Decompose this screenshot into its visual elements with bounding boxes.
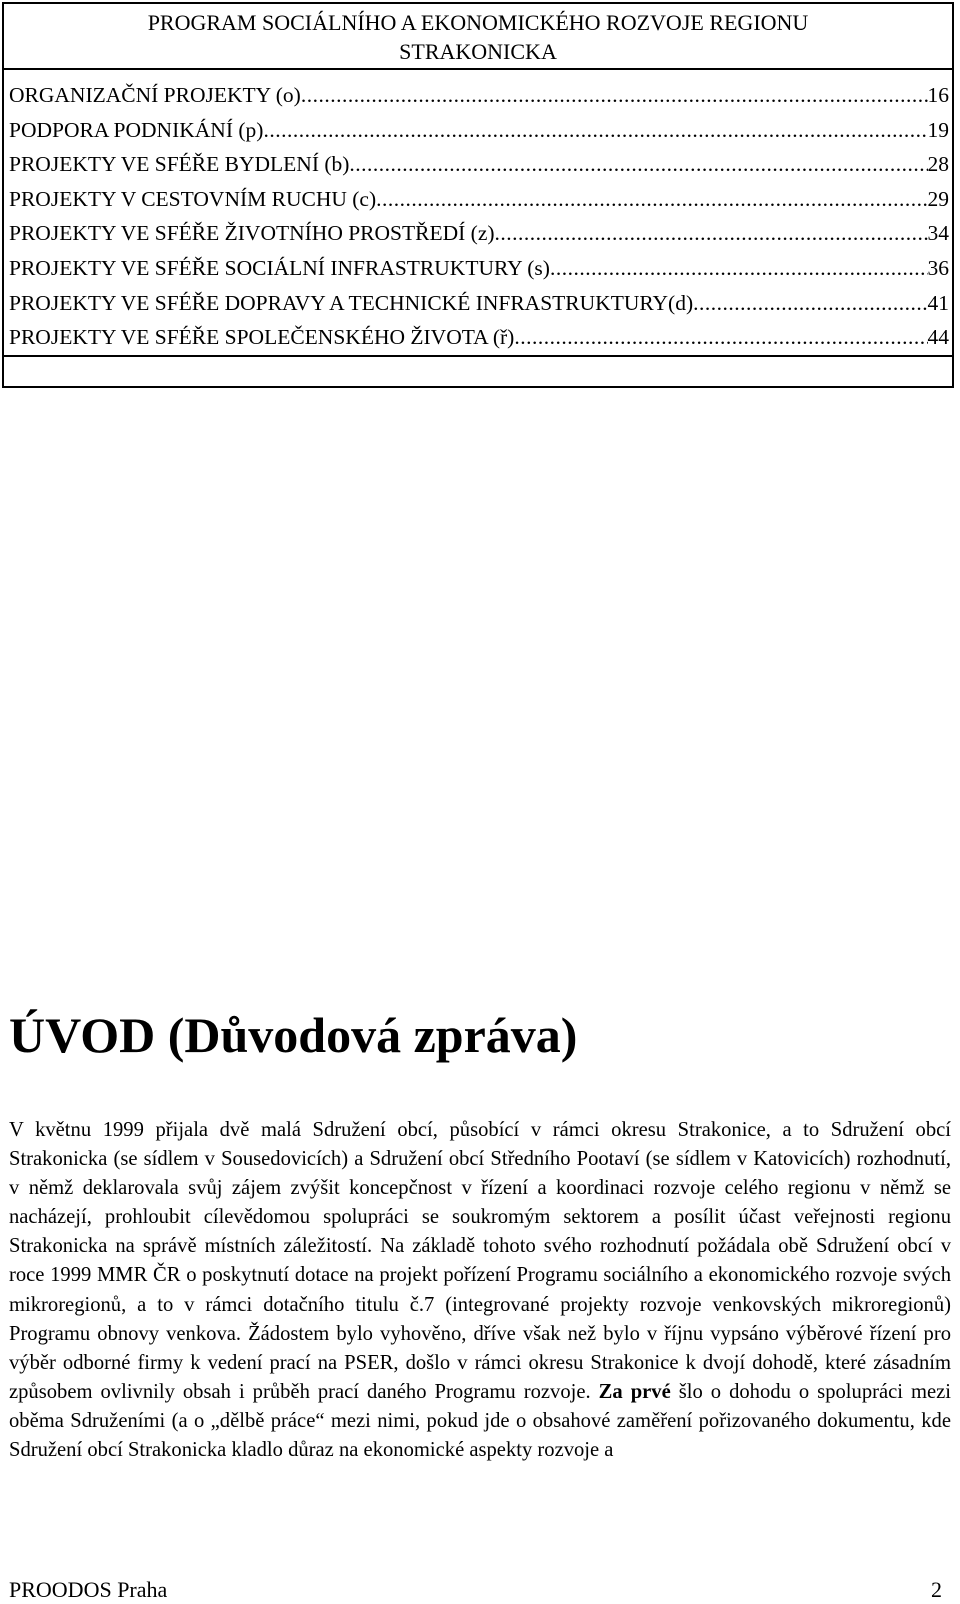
toc-entry-page: 36 <box>927 255 949 280</box>
toc-entry-page: 19 <box>927 117 949 142</box>
toc-title-line-1: PROGRAM SOCIÁLNÍHO A EKONOMICKÉHO ROZVOJE REGIONU <box>147 10 809 35</box>
toc-entry[interactable] <box>9 286 949 321</box>
toc-list <box>9 78 949 355</box>
intro-text-part-2: šlo o dohodu o spolupráci mezi oběma Sdruženími (a o „dělbě práce“ mezi nimi, pokud jde o obsahové zaměření pořizovaného dokumentu, kde Sdružení obcí Strakonicka kladlo důraz na ekonomické aspekty rozvoje a <box>9 1380 951 1462</box>
toc-entry-page: 34 <box>927 221 949 246</box>
toc-entry-page: 28 <box>927 152 949 177</box>
toc-entry[interactable] <box>9 320 949 355</box>
toc-entry-label: PODPORA PODNIKÁNÍ (p) <box>9 117 264 142</box>
toc-entry-label: PROJEKTY VE SFÉŘE BYDLENÍ (b) <box>9 152 350 177</box>
toc-entry[interactable] <box>9 147 949 182</box>
intro-emphasis: Za prvé <box>598 1380 671 1403</box>
toc-title <box>4 4 952 66</box>
toc-entry-page: 44 <box>927 325 949 350</box>
toc-entry-label: PROJEKTY VE SFÉŘE SPOLEČENSKÉHO ŽIVOTA (ř) <box>9 325 515 350</box>
section-heading: ÚVOD (Důvodová zpráva) <box>9 1007 578 1063</box>
intro-paragraph <box>9 1116 951 1465</box>
toc-title-line-2: STRAKONICKA <box>399 39 557 64</box>
toc-entry-page: 29 <box>927 186 949 211</box>
toc-entry-label: ORGANIZAČNÍ PROJEKTY (o) <box>9 83 301 107</box>
toc-entry-label: PROJEKTY VE SFÉŘE ŽIVOTNÍHO PROSTŘEDÍ (z) <box>9 221 495 246</box>
toc-divider-top <box>4 68 952 70</box>
toc-entry-page: 16 <box>927 83 949 107</box>
toc-entry-label: PROJEKTY VE SFÉŘE DOPRAVY A TECHNICKÉ INFRASTRUKTURY(d) <box>9 290 694 315</box>
toc-entry[interactable] <box>9 216 949 251</box>
toc-entry-page: 41 <box>927 290 949 315</box>
toc-entry[interactable] <box>9 251 949 286</box>
toc-entry-label: PROJEKTY VE SFÉŘE SOCIÁLNÍ INFRASTRUKTURY (s) <box>9 255 550 280</box>
toc-entry[interactable] <box>9 182 949 217</box>
toc-entry[interactable] <box>9 113 949 148</box>
toc-entry-label: PROJEKTY V CESTOVNÍM RUCHU (c) <box>9 186 377 211</box>
toc-divider-bottom <box>4 355 952 357</box>
intro-text-part-1: V květnu 1999 přijala dvě malá Sdružení obcí, působící v rámci okresu Strakonice, a to Sdružení obcí Strakonicka (se sídlem v Sousedovicích) a Sdružení obcí Středního Pootaví (se sídlem v Katovicích) rozhodnutí, v němž deklarovala svůj zájem zvýšit koncepčnost v řízení a koordinaci rozvoje celého regionu v němž se nacházejí, prohloubit cílevědomou spolupráci se soukromým sektorem a posílit účast veřejnosti regionu Strakonicka na správě místních záležitostí. Na základě tohoto svého rozhodnutí požádala obě Sdružení obcí v roce 1999 MMR ČR o poskytnutí dotace na projekt pořízení Programu sociálního a ekonomického rozvoje svých mikroregionů, a to v rámci dotačního titulu č.7 (integrované projekty rozvoje venkovských mikroregionů) Programu obnovy venkova. Žádostem bylo vyhověno, dříve však než bylo v říjnu vypsáno výběrové řízení pro výběr odborné firmy k vedení prací na PSER, došlo v rámci okresu Strakonice k dvojí dohodě, které zásadním způsobem ovlivnily obsah i průběh prací daného Programu rozvoje. <box>9 1119 951 1403</box>
footer-company: PROODOS Praha <box>9 1577 168 1602</box>
toc-entry[interactable] <box>9 78 949 113</box>
footer-page-number: 2 <box>931 1577 942 1602</box>
